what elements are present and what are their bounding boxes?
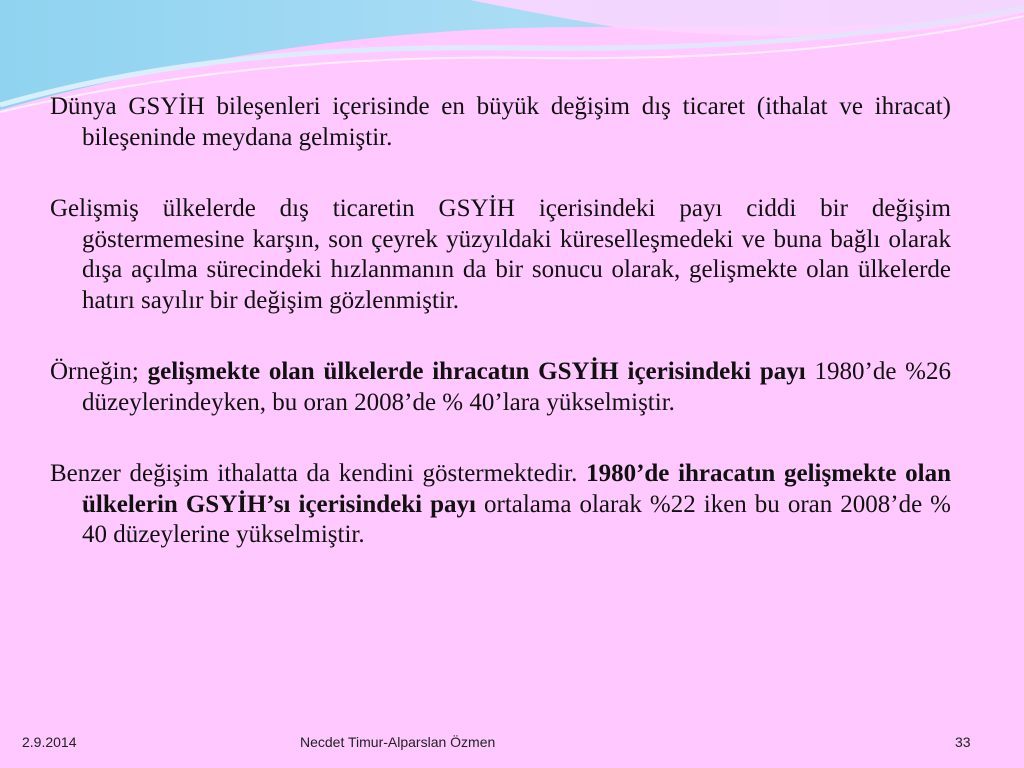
paragraph-3-text-end: 1980’de %26 düzeylerindeyken, bu oran 2008’de % 40’lara yükselmiştir. (82, 358, 951, 416)
footer-author: Necdet Timur-Alparslan Özmen (300, 734, 496, 750)
paragraph-4-bold: 1980’de ihracatın gelişmekte olan ülkelerin GSYİH’sı içerisindeki payı (82, 460, 952, 518)
paragraph-2 (50, 194, 951, 316)
footer-page-number: 33 (955, 734, 971, 750)
slide-body (50, 92, 951, 592)
paragraph-2-text: Gelişmiş ülkelerde dış ticaretin GSYİH içerisindeki payı ciddi bir değişim göstermemesine karşın, son çeyrek yüzyıldaki küreselleşmedeki ve buna bağlı olarak dışa açılma sürecindeki hızlanmanın da bir sonucu olarak, gelişmekte olan ülkelerde hatırı sayılır bir değişim gözlenmiştir. (50, 195, 951, 314)
paragraph-1 (50, 92, 951, 153)
paragraph-4-text: Benzer değişim ithalatta da kendini göstermektedir. (50, 460, 587, 487)
footer-date: 2.9.2014 (22, 734, 77, 750)
paragraph-3-bold: gelişmekte olan ülkelerde ihracatın GSYİH içerisindeki payı (147, 358, 806, 385)
paragraph-4 (50, 459, 951, 551)
paragraph-3-text: Örneğin; (50, 358, 148, 385)
paragraph-1-text: Dünya GSYİH bileşenleri içerisinde en büyük değişim dış ticaret (ithalat ve ihracat) bileşeninde meydana gelmiştir. (50, 93, 951, 151)
paragraph-3 (50, 357, 951, 418)
paragraph-4-text-end: ortalama olarak %22 iken bu oran 2008’de % 40 düzeylerine yükselmiştir. (82, 490, 952, 548)
